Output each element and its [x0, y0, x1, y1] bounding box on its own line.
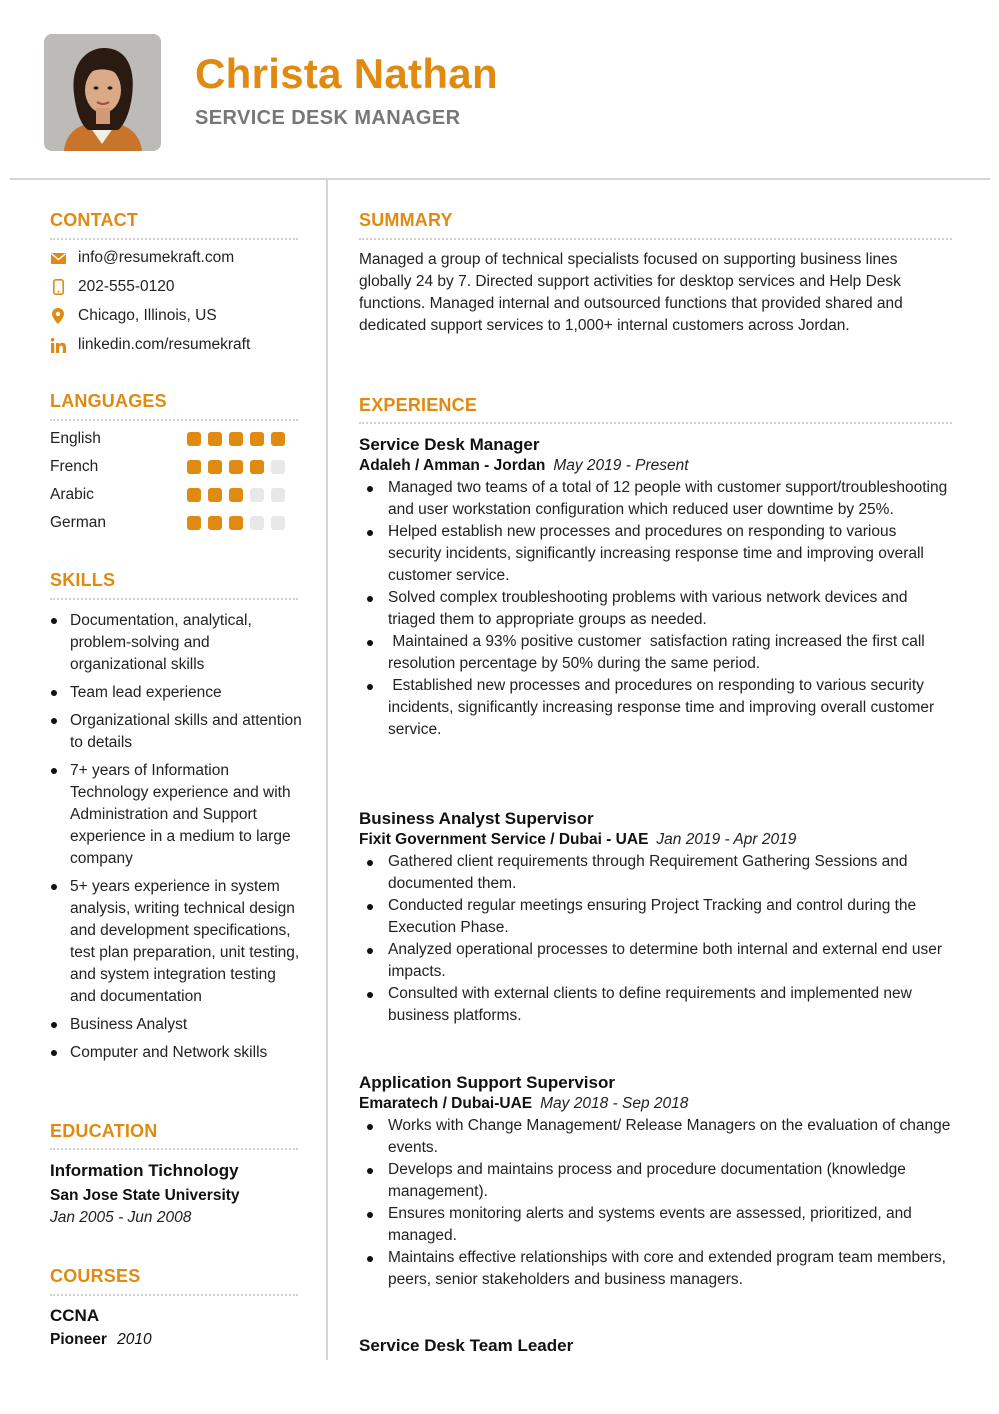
section-divider: [50, 419, 298, 421]
job-company: Adaleh / Amman - Jordan: [359, 457, 546, 474]
contact-location: [50, 307, 217, 325]
education-heading: EDUCATION: [50, 1121, 158, 1141]
contact-email: [50, 249, 234, 267]
course-provider: Pioneer: [50, 1331, 107, 1348]
experience-entry: [359, 435, 959, 741]
contact-heading: CONTACT: [50, 210, 139, 230]
language-name: French: [50, 458, 99, 475]
job-bullet: Helped establish new processes and procedures on responding to various security incidents, significantly increasing response time and improving overall customer service.: [359, 521, 953, 587]
summary-heading: SUMMARY: [359, 210, 453, 230]
job-bullet: Analyzed operational processes to determine both internal and external end user impacts.: [359, 939, 953, 983]
job-meta: [359, 1095, 959, 1113]
course-year: 2010: [117, 1331, 152, 1348]
level-dot: [250, 516, 264, 530]
level-dot: [250, 460, 264, 474]
language-name: English: [50, 430, 101, 447]
job-bullet: Established new processes and procedures on responding to various security incidents, significantly increasing response time and improving overall customer service.: [359, 675, 953, 741]
linkedin-text[interactable]: linkedin.com/resumekraft: [78, 336, 251, 353]
job-bullet: Develops and maintains process and procedure documentation (knowledge management).: [359, 1159, 953, 1203]
job-bullet: Ensures monitoring alerts and systems events are assessed, prioritized, and managed.: [359, 1203, 953, 1247]
skill-item: Organizational skills and attention to details: [50, 710, 302, 754]
education-school: San Jose State University: [50, 1187, 240, 1204]
section-divider: [50, 1294, 298, 1296]
job-title: Business Analyst Supervisor: [359, 809, 594, 828]
section-divider: [50, 598, 298, 600]
experience-entry: [359, 1073, 959, 1291]
job-bullet: Maintains effective relationships with core and extended program team members, peers, senior stakeholders and business managers.: [359, 1247, 953, 1291]
skills-list: [50, 610, 302, 1064]
column-divider: [326, 180, 328, 1360]
profile-photo: [44, 34, 161, 151]
experience-heading: EXPERIENCE: [359, 395, 478, 415]
contact-linkedin: [50, 336, 250, 354]
skills-heading: SKILLS: [50, 570, 116, 590]
job-bullet: Gathered client requirements through Requirement Gathering Sessions and documented them.: [359, 851, 953, 895]
job-bullet: Consulted with external clients to define requirements and implemented new business platforms.: [359, 983, 953, 1027]
section-divider: [50, 1148, 298, 1150]
section-divider: [50, 238, 298, 240]
skill-item: Computer and Network skills: [50, 1042, 302, 1064]
job-bullet: Works with Change Management/ Release Managers on the evaluation of change events.: [359, 1115, 953, 1159]
skills-section: [50, 610, 302, 1070]
header-divider: [10, 178, 990, 180]
linkedin-icon: [50, 337, 66, 353]
skill-item: 5+ years experience in system analysis, writing technical design and development specifications, test plan preparation, unit testing, and system integration testing and documentation: [50, 876, 302, 1008]
phone-text[interactable]: 202-555-0120: [78, 278, 175, 295]
education-degree: Information Tichnology: [50, 1161, 239, 1180]
course-name: CCNA: [50, 1306, 100, 1325]
level-dot: [187, 488, 201, 502]
job-bullet: Conducted regular meetings ensuring Project Tracking and control during the Execution Phase.: [359, 895, 953, 939]
courses-heading: COURSES: [50, 1266, 141, 1286]
job-title: Application Support Supervisor: [359, 1073, 615, 1092]
level-dot: [208, 432, 222, 446]
level-dot: [271, 460, 285, 474]
job-company: Emaratech / Dubai-UAE: [359, 1095, 533, 1112]
languages-heading: LANGUAGES: [50, 391, 167, 411]
education-dates: Jan 2005 - Jun 2008: [50, 1209, 192, 1226]
job-title: Service Desk Team Leader: [359, 1336, 574, 1355]
course-meta: [50, 1331, 152, 1349]
job-dates: May 2019 - Present: [553, 457, 689, 474]
level-dot: [250, 488, 264, 502]
section-divider: [359, 422, 952, 424]
candidate-name: Christa Nathan: [195, 50, 498, 97]
level-dot: [187, 432, 201, 446]
job-bullet: Maintained a 93% positive customer satisfaction rating increased the first call resolution percentage by 50% during the same period.: [359, 631, 953, 675]
language-name: German: [50, 514, 106, 531]
job-meta: [359, 831, 959, 849]
skill-item: Business Analyst: [50, 1014, 302, 1036]
level-dot: [229, 432, 243, 446]
envelope-icon: [50, 250, 66, 266]
job-bullets: [359, 1115, 953, 1291]
contact-phone: [50, 278, 175, 296]
language-level: [187, 488, 285, 502]
skill-item: Team lead experience: [50, 682, 302, 704]
level-dot: [208, 516, 222, 530]
skill-item: Documentation, analytical, problem-solving and organizational skills: [50, 610, 302, 676]
job-bullet: Managed two teams of a total of 12 people with customer support/troubleshooting and user workstation configuration which reduced user downtime by 25%.: [359, 477, 953, 521]
job-meta: [359, 457, 959, 475]
map-pin-icon: [50, 308, 66, 324]
language-level: [187, 516, 285, 530]
level-dot: [250, 432, 264, 446]
level-dot: [271, 516, 285, 530]
section-divider: [359, 238, 952, 240]
phone-icon: [50, 279, 66, 295]
level-dot: [208, 488, 222, 502]
job-bullets: [359, 477, 953, 741]
job-bullets: [359, 851, 953, 1027]
email-text[interactable]: info@resumekraft.com: [78, 249, 235, 266]
experience-entry: [359, 1336, 959, 1356]
location-text: Chicago, Illinois, US: [78, 307, 217, 324]
level-dot: [271, 432, 285, 446]
candidate-title: SERVICE DESK MANAGER: [195, 107, 461, 129]
level-dot: [229, 516, 243, 530]
summary-text: Managed a group of technical specialists focused on supporting business lines globally 24 by 7. Directed support activities for desktop services and Help Desk functions. Managed internal and outsourced functions that provided shared and dedicated support services to 1,000+ internal customers across Jordan.: [359, 251, 903, 334]
job-title: Service Desk Manager: [359, 435, 540, 454]
language-level: [187, 432, 285, 446]
level-dot: [187, 516, 201, 530]
job-company: Fixit Government Service / Dubai - UAE: [359, 831, 649, 848]
job-dates: May 2018 - Sep 2018: [540, 1095, 689, 1112]
level-dot: [271, 488, 285, 502]
job-bullet: Solved complex troubleshooting problems with various network devices and triaged them to appropriate groups as needed.: [359, 587, 953, 631]
job-dates: Jan 2019 - Apr 2019: [656, 831, 797, 848]
level-dot: [229, 460, 243, 474]
level-dot: [208, 460, 222, 474]
level-dot: [187, 460, 201, 474]
level-dot: [229, 488, 243, 502]
skill-item: 7+ years of Information Technology experience and with Administration and Support experience in a medium to large company: [50, 760, 302, 870]
language-level: [187, 460, 285, 474]
experience-entry: [359, 809, 959, 1027]
language-name: Arabic: [50, 486, 94, 503]
